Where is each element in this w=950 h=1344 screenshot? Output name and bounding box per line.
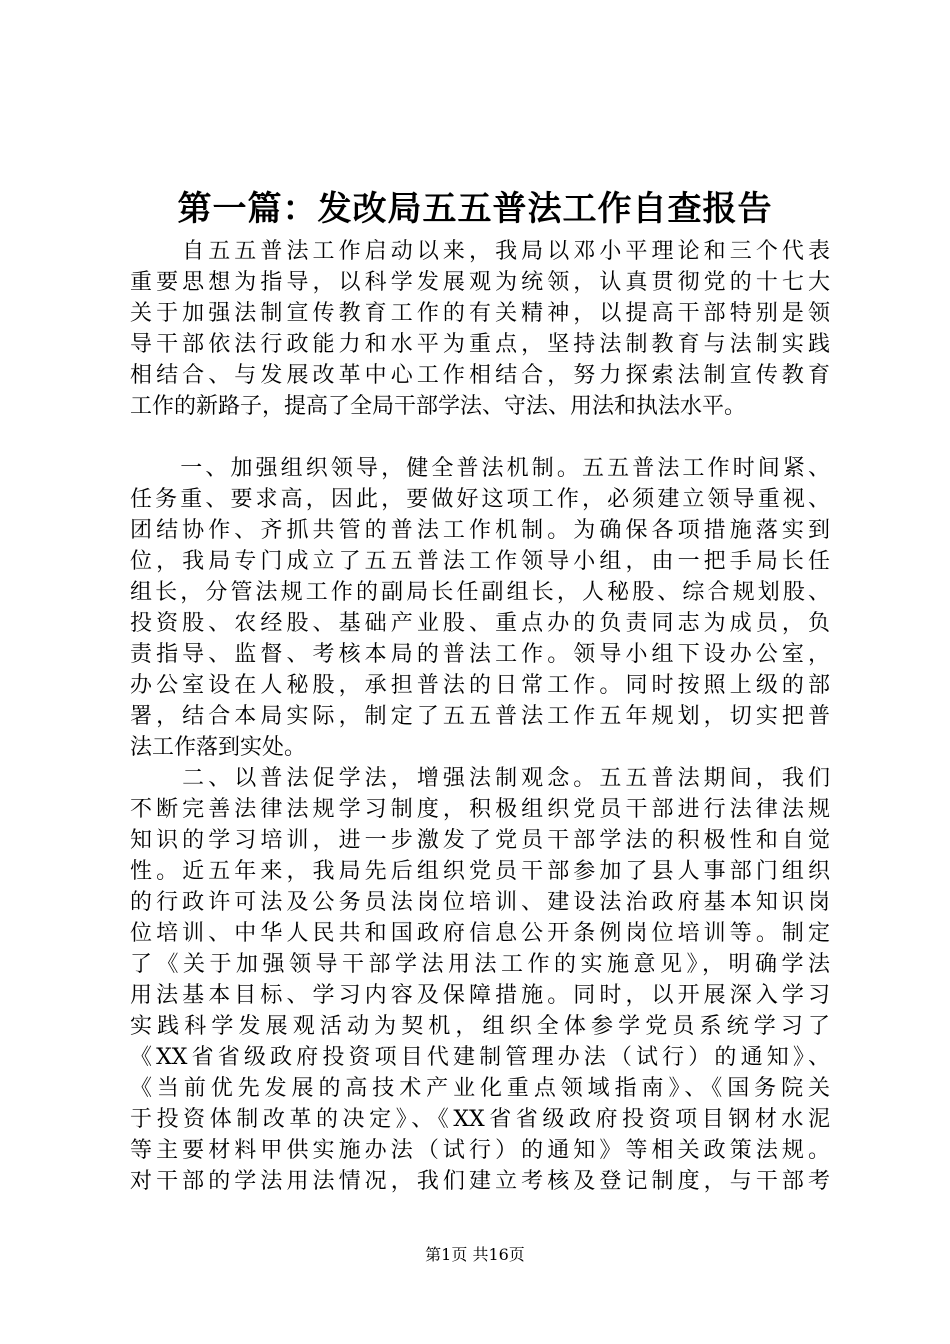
paragraph-gap <box>130 422 830 453</box>
text-line: 自五五普法工作启动以来，我局以邓小平理论和三个代表 <box>130 239 830 264</box>
text-line: 等主要材料甲供实施办法（试行）的通知》等相关政策法规。 <box>130 1138 830 1163</box>
paragraph-section-2 <box>130 763 830 1197</box>
text-line: 不断完善法律法规学习制度，积极组织党员干部进行法律法规 <box>130 797 830 822</box>
text-line: 《当前优先发展的高技术产业化重点领域指南》、《国务院关 <box>130 1076 830 1101</box>
paragraph-section-1 <box>130 453 830 763</box>
text-line: 实践科学发展观活动为契机，组织全体参学党员系统学习了 <box>130 1014 830 1039</box>
text-line: 性。近五年来，我局先后组织党员干部参加了县人事部门组织 <box>130 859 830 884</box>
text-line: 关于加强法制宣传教育工作的有关精神，以提高干部特别是领 <box>130 301 830 326</box>
paragraph-intro <box>130 236 830 422</box>
text-line: 相结合、与发展改革中心工作相结合，努力探索法制宣传教育 <box>130 363 830 388</box>
text-line: 导干部依法行政能力和水平为重点，坚持法制教育与法制实践 <box>130 332 830 357</box>
text-line: 位，我局专门成立了五五普法工作领导小组，由一把手局长任 <box>130 549 830 574</box>
text-line: 位培训、中华人民共和国政府信息公开条例岗位培训等。制定 <box>130 921 830 946</box>
text-line: 法工作落到实处。 <box>130 735 307 760</box>
text-line: 投资股、农经股、基础产业股、重点办的负责同志为成员，负 <box>130 611 830 636</box>
text-line: 用法基本目标、学习内容及保障措施。同时，以开展深入学习 <box>130 983 830 1008</box>
document-body <box>130 236 830 1197</box>
text-line: 一、加强组织领导，健全普法机制。五五普法工作时间紧、 <box>130 456 830 481</box>
text-line: 二、以普法促学法，增强法制观念。五五普法期间，我们 <box>130 766 830 791</box>
text-line: 工作的新路子，提高了全局干部学法、守法、用法和执法水平。 <box>130 394 747 419</box>
text-line: 知识的学习培训，进一步激发了党员干部学法的积极性和自觉 <box>130 828 830 853</box>
text-line: 《XX省省级政府投资项目代建制管理办法（试行）的通知》、 <box>130 1045 830 1070</box>
text-line: 重要思想为指导，以科学发展观为统领，认真贯彻党的十七大 <box>130 270 830 295</box>
text-line: 对干部的学法用法情况，我们建立考核及登记制度，与干部考 <box>130 1169 830 1194</box>
text-line: 任务重、要求高，因此，要做好这项工作，必须建立领导重视、 <box>130 487 830 512</box>
page-number-footer: 第1页 共16页 <box>425 1245 525 1264</box>
text-line: 组长，分管法规工作的副局长任副组长，人秘股、综合规划股、 <box>130 580 830 605</box>
text-line: 办公室设在人秘股，承担普法的日常工作。同时按照上级的部 <box>130 673 830 698</box>
text-line: 署，结合本局实际，制定了五五普法工作五年规划，切实把普 <box>130 704 830 729</box>
document-title: 第一篇：发改局五五普法工作自查报告 <box>177 189 773 229</box>
text-line: 责指导、监督、考核本局的普法工作。领导小组下设办公室， <box>130 642 830 667</box>
text-line: 团结协作、齐抓共管的普法工作机制。为确保各项措施落实到 <box>130 518 830 543</box>
text-line: 于投资体制改革的决定》、《XX省省级政府投资项目钢材水泥 <box>130 1107 830 1132</box>
text-line: 的行政许可法及公务员法岗位培训、建设法治政府基本知识岗 <box>130 890 830 915</box>
text-line: 了《关于加强领导干部学法用法工作的实施意见》，明确学法 <box>130 952 830 977</box>
